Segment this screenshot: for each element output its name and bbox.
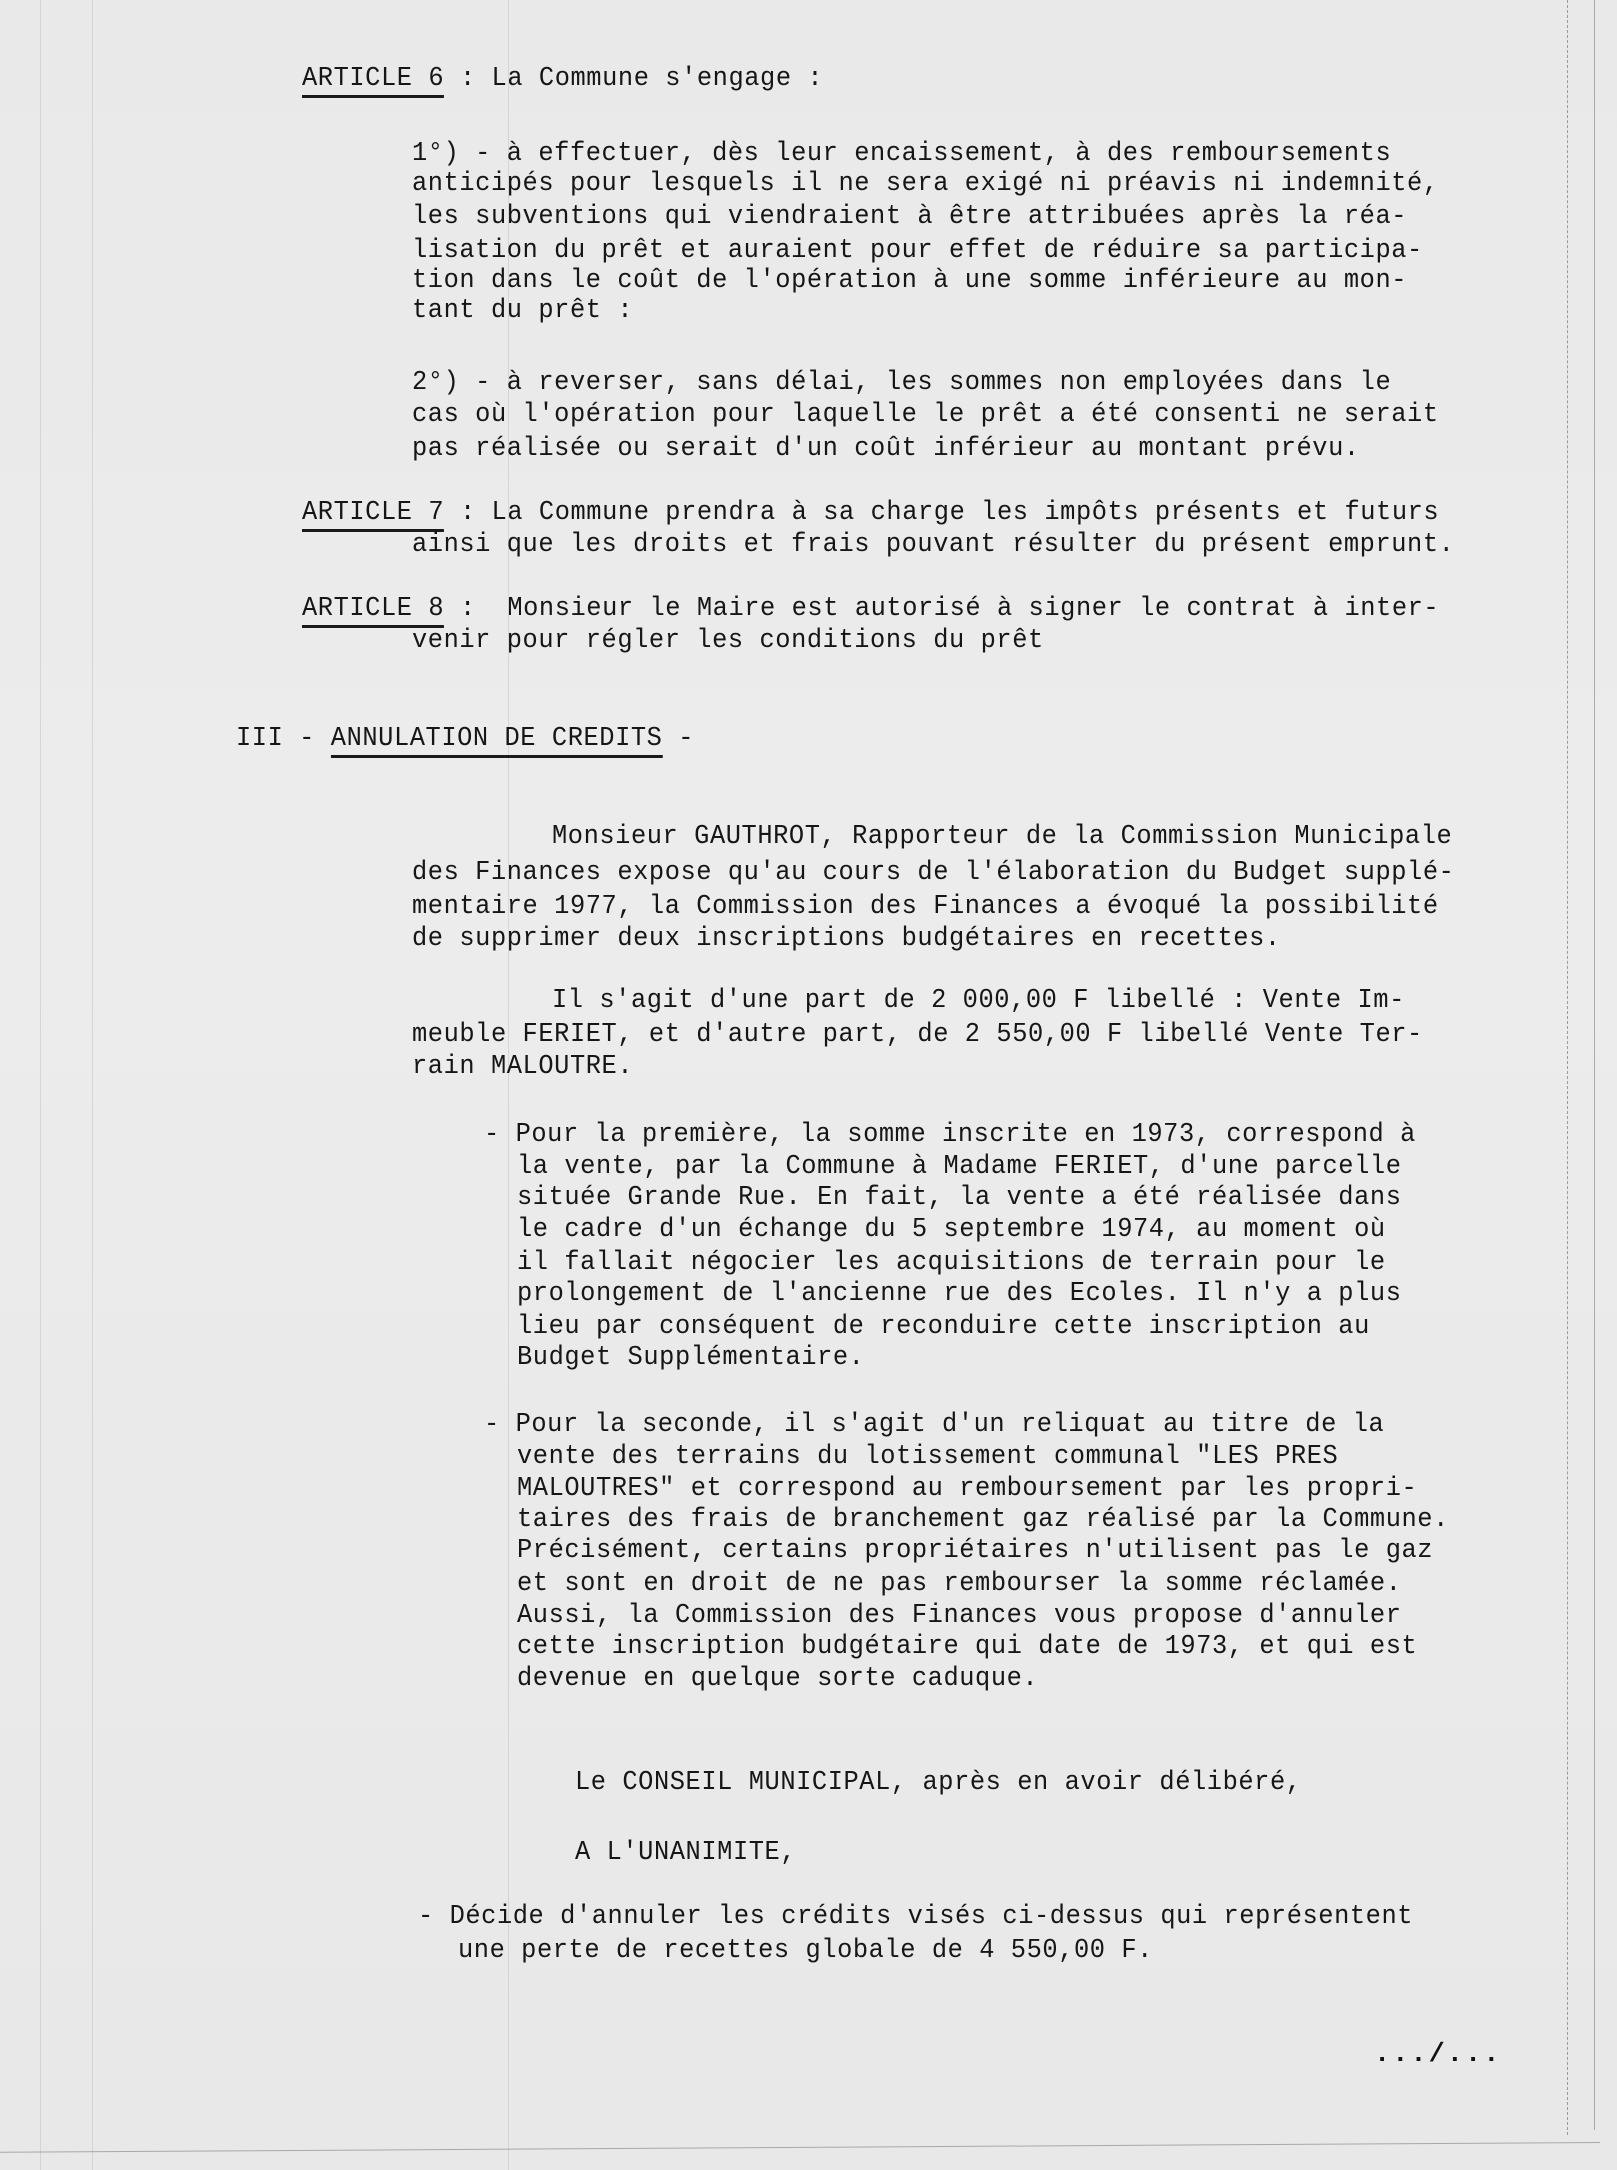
- article6-item2-line: cas où l'opération pour laquelle le prêt a été consenti ne serait: [412, 400, 1439, 430]
- article7-line1: [302, 496, 1439, 530]
- bullet1-line: prolongement de l'ancienne rue des Ecoles. Il n'y a plus: [517, 1279, 1402, 1309]
- bullet1-line: le cadre d'un échange du 5 septembre 1974, au moment où: [517, 1215, 1386, 1245]
- article6-item1-line: tion dans le coût de l'opération à une somme inférieure au mon-: [412, 266, 1408, 296]
- bullet1-line: lieu par conséquent de reconduire cette inscription au: [517, 1312, 1370, 1342]
- bullet2-line: - Pour la seconde, il s'agit d'un reliquat au titre de la: [484, 1410, 1385, 1440]
- decision-line: une perte de recettes globale de 4 550,00 F.: [458, 1936, 1153, 1966]
- bullet1-line: située Grande Rue. En fait, la vente a été réalisée dans: [517, 1183, 1402, 1213]
- bullet1-line: - Pour la première, la somme inscrite en 1973, correspond à: [484, 1120, 1416, 1150]
- article6-heading: [302, 62, 823, 96]
- article6-heading-text: : La Commune s'engage :: [444, 64, 824, 94]
- article7-line2: ainsi que les droits et frais pouvant résulter du présent emprunt.: [412, 530, 1455, 560]
- article8-label: ARTICLE 8: [302, 594, 444, 628]
- scan-artifact: [40, 0, 41, 2170]
- paragraph2-line: rain MALOUTRE.: [412, 1052, 634, 1082]
- section-title: ANNULATION DE CREDITS: [331, 724, 663, 758]
- article6-item1-line: lisation du prêt et auraient pour effet de réduire sa participa-: [412, 236, 1423, 266]
- council-deliberation: Le CONSEIL MUNICIPAL, après en avoir délibéré,: [575, 1768, 1302, 1798]
- decision-line: - Décide d'annuler les crédits visés ci-dessus qui représentent: [418, 1902, 1414, 1932]
- paragraph1-line: Monsieur GAUTHROT, Rapporteur de la Commission Municipale: [552, 822, 1453, 852]
- bullet2-line: devenue en quelque sorte caduque.: [517, 1664, 1039, 1694]
- paragraph2-line: meuble FERIET, et d'autre part, de 2 550,00 F libellé Vente Ter-: [412, 1020, 1423, 1050]
- article7-text: : La Commune prendra à sa charge les impôts présents et futurs: [444, 498, 1440, 528]
- scan-artifact: [92, 0, 93, 2170]
- page-edge-outer: [1594, 0, 1595, 2130]
- bullet1-line: la vente, par la Commune à Madame FERIET, d'une parcelle: [517, 1152, 1402, 1182]
- article8-text: : Monsieur le Maire est autorisé à signer le contrat à inter-: [444, 594, 1440, 624]
- paragraph1-line: mentaire 1977, la Commission des Finances a évoqué la possibilité: [412, 892, 1439, 922]
- section-suffix: -: [662, 724, 695, 754]
- paragraph1-line: des Finances expose qu'au cours de l'élaboration du Budget supplé-: [412, 858, 1455, 888]
- article6-item1-line: anticipés pour lesquels il ne sera exigé ni préavis ni indemnité,: [412, 169, 1439, 199]
- bullet2-line: Précisément, certains propriétaires n'utilisent pas le gaz: [517, 1536, 1434, 1566]
- article8-line1: [302, 592, 1439, 626]
- bullet1-line: Budget Supplémentaire.: [517, 1343, 865, 1373]
- section-heading: [236, 722, 694, 756]
- article7-label: ARTICLE 7: [302, 498, 444, 532]
- page-edge-bottom: [0, 2142, 1600, 2153]
- article6-item2-line: 2°) - à reverser, sans délai, les sommes non employées dans le: [412, 368, 1392, 398]
- article6-item1-line: 1°) - à effectuer, dès leur encaissement, à des remboursements: [412, 139, 1392, 169]
- bullet2-line: Aussi, la Commission des Finances vous propose d'annuler: [517, 1601, 1402, 1631]
- paragraph1-line: de supprimer deux inscriptions budgétaires en recettes.: [412, 924, 1281, 954]
- unanimity: A L'UNANIMITE,: [575, 1838, 797, 1868]
- paragraph2-line: Il s'agit d'une part de 2 000,00 F libellé : Vente Im-: [552, 986, 1405, 1016]
- bullet1-line: il fallait négocier les acquisitions de terrain pour le: [517, 1248, 1386, 1278]
- article6-item1-line: les subventions qui viendraient à être attribuées après la réa-: [412, 202, 1408, 232]
- bullet2-line: MALOUTRES" et correspond au remboursement par les propri-: [517, 1474, 1418, 1504]
- article6-item2-line: pas réalisée ou serait d'un coût inférieur au montant prévu.: [412, 434, 1360, 464]
- bullet2-line: et sont en droit de ne pas rembourser la somme réclamée.: [517, 1569, 1402, 1599]
- continuation-mark: .../...: [1374, 2040, 1502, 2070]
- article8-line2: venir pour régler les conditions du prêt: [412, 626, 1044, 656]
- bullet2-line: cette inscription budgétaire qui date de 1973, et qui est: [517, 1632, 1418, 1662]
- page-edge-right: [1567, 0, 1569, 2135]
- section-number: III -: [236, 724, 331, 754]
- article6-item1-line: tant du prêt :: [412, 296, 634, 326]
- bullet2-line: taires des frais de branchement gaz réalisé par la Commune.: [517, 1505, 1449, 1535]
- article6-label: ARTICLE 6: [302, 64, 444, 98]
- bullet2-line: vente des terrains du lotissement communal "LES PRES: [517, 1442, 1339, 1472]
